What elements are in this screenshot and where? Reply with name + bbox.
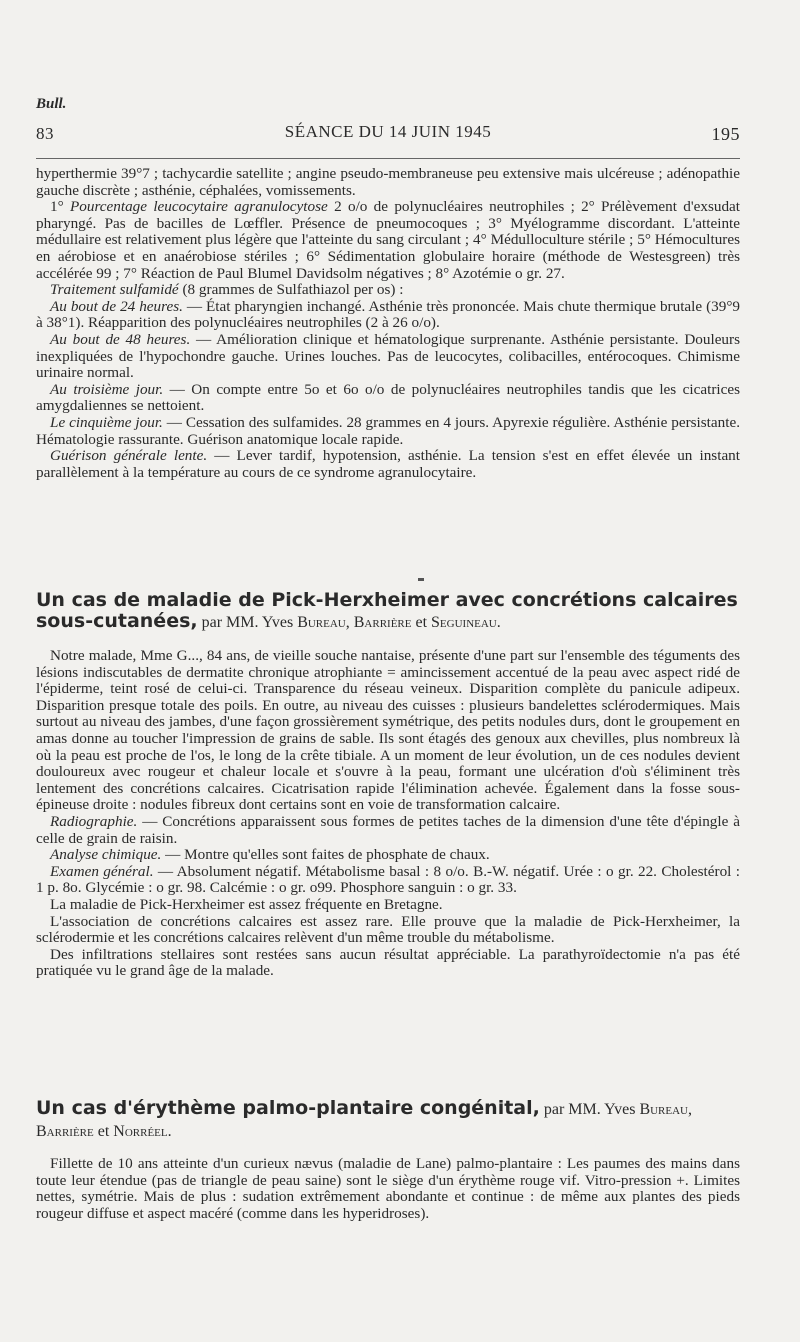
paragraph: hyperthermie 39°7 ; tachycardie satellite ; angine pseudo-membraneuse peu extensive mais ulcéreuse ; adénopathie gauche discrète ; asthénie, céphalées, vomissements. bbox=[36, 165, 740, 199]
paragraph: Analyse chimique. — Montre qu'elles sont faites de phosphate de chaux. bbox=[50, 846, 490, 864]
paragraph: Fillette de 10 ans atteinte d'un curieux nævus (maladie de Lane) palmo-plantaire : Les paumes des mains dans toute leur étendue (pas de triangle de peau saine) sont le siège d'un érythème rouge vif. Vitro-pression +. Limites nettes, symétrie. Mais de plus : sudation extrêmement abondante et continue : de même aux plantes des pieds rougeur diffuse et aspect macéré (comme dans les hyperidroses). bbox=[36, 1155, 740, 1222]
header-rule bbox=[36, 158, 740, 159]
case2-title: Un cas de maladie de Pick-Herxheimer avec concrétions calcaires sous-cutanées, par MM. Yves Bureau, Barrière et Seguineau. bbox=[36, 589, 738, 632]
paragraph: Au bout de 48 heures. — Amélioration clinique et hématologique surprenante. Asthénie persistante. Douleurs inexpliquées de l'hypochondre gauche. Urines louches. Pas de leucocytes, colibacilles, entérocoques. Chimisme urinaire normal. bbox=[36, 330, 740, 382]
section-separator bbox=[418, 578, 424, 581]
paragraph: Traitement sulfamidé (8 grammes de Sulfathiazol per os) : bbox=[50, 281, 404, 299]
paragraph: 1° Pourcentage leucocytaire agranulocytose 2 o/o de polynucléaires neutrophiles ; 2° Prélèvement d'exsudat pharyngé. Pas de bacilles de Lœffler. Présence de pneumocoques ; 3° Myélogramme discordant. L'atteinte médullaire est relativement plus légère que l'atteinte du sang circulant ; 4° Médulloculture stérile ; 5° Hémocultures en aérobiose et en anaérobiose stériles ; 6° Sédimentation globulaire horaire (méthode de Westesgreen) très accélérée 99 ; 7° Réaction de Paul Blumel Davidsolm négatives ; 8° Azotémie o gr. 27. bbox=[36, 198, 740, 282]
case3-title: Un cas d'érythème palmo-plantaire congénital, par MM. Yves Bureau, Barrière et Norréel. bbox=[36, 1097, 692, 1140]
paragraph: Examen général. — Absolument négatif. Métabolisme basal : 8 o/o. B.-W. négatif. Urée : o gr. 22. Cholestérol : 1 p. 8o. Glycémie : o gr. 98. Calcémie : o gr. o99. Phosphore sanguin : o gr. 33. bbox=[36, 862, 740, 897]
paragraph: Notre malade, Mme G..., 84 ans, de vieille souche nantaise, présente d'une part sur l'ensemble des téguments des lésions indiscutables de dermatite chronique atrophiante = amincissement accentué de la peau avec aspect ridé de l'épiderme, teint rosé de celui-ci. Transparence du réseau veineux. Disparition complète du panicule adipeux. Disparition presque totale des poils. En outre, au niveau des cuisses : plusieurs bandelettes sclérodermiques. Mais surtout au niveau des jambes, d'une façon grossièrement symétrique, des petits nodules durs, dont le groupement en amas donne au toucher l'impression de grains de sable. Ils sont étagés des genoux aux chevilles, plus nombreux là où la peau est proche de l'os, le long de la crête tibiale. A un moment de leur évolution, un de ces nodules devient douloureux avec rougeur et chaleur locale et s'ouvre à la peau, formant une ulcération d'où s'éliminent très lentement des concrétions calcaires. Cicatrisation rapide l'élimination achevée. Également dans la fosse sous-épineuse droite : nodules fibreux dont certains sont en voie de transformation calcaire. bbox=[36, 647, 740, 814]
case2-body bbox=[36, 648, 740, 980]
paragraph: Au bout de 24 heures. — État pharyngien inchangé. Asthénie très prononcée. Mais chute thermique brutale (39°9 à 38°1). Réapparition des polynucléaires neutrophiles (2 à 26 o/o). bbox=[36, 297, 740, 332]
paragraph: L'association de concrétions calcaires est assez rare. Elle prouve que la maladie de Pick-Herxheimer, la sclérodermie et les concrétions calcaires relèvent d'un même trouble du métabolisme. bbox=[36, 912, 740, 947]
running-head bbox=[36, 114, 740, 144]
paragraph: La maladie de Pick-Herxheimer est assez fréquente en Bretagne. bbox=[50, 895, 443, 913]
journal-abbrev: Bull. bbox=[36, 96, 67, 112]
paragraph: Radiographie. — Concrétions apparaissent sous formes de petites taches de la dimension d'une tête d'épingle à celle de grain de raisin. bbox=[36, 812, 740, 847]
paragraph: Au troisième jour. — On compte entre 5o et 6o o/o de polynucléaires neutrophiles tandis que les cicatrices amygdaliennes se nettoient. bbox=[36, 380, 740, 415]
page-number-left: 83 bbox=[36, 124, 54, 143]
case1-continued bbox=[36, 166, 740, 481]
running-title: SÉANCE DU 14 JUIN 1945 bbox=[284, 122, 492, 141]
page-number-right: 195 bbox=[711, 124, 740, 144]
paragraph: Des infiltrations stellaires sont restées sans aucun résultat appréciable. La parathyroïdectomie n'a pas été pratiquée vu le grand âge de la malade. bbox=[36, 945, 740, 980]
paragraph: Guérison générale lente. — Lever tardif, hypotension, asthénie. La tension s'est en effet élevée un instant parallèlement à la température au cours de ce syndrome agranulocytaire. bbox=[36, 447, 740, 481]
paragraph: Le cinquième jour. — Cessation des sulfamides. 28 grammes en 4 jours. Apyrexie régulière. Asthénie persistante. Hématologie rassurante. Guérison anatomique locale rapide. bbox=[36, 413, 740, 448]
case3-body bbox=[36, 1156, 740, 1222]
